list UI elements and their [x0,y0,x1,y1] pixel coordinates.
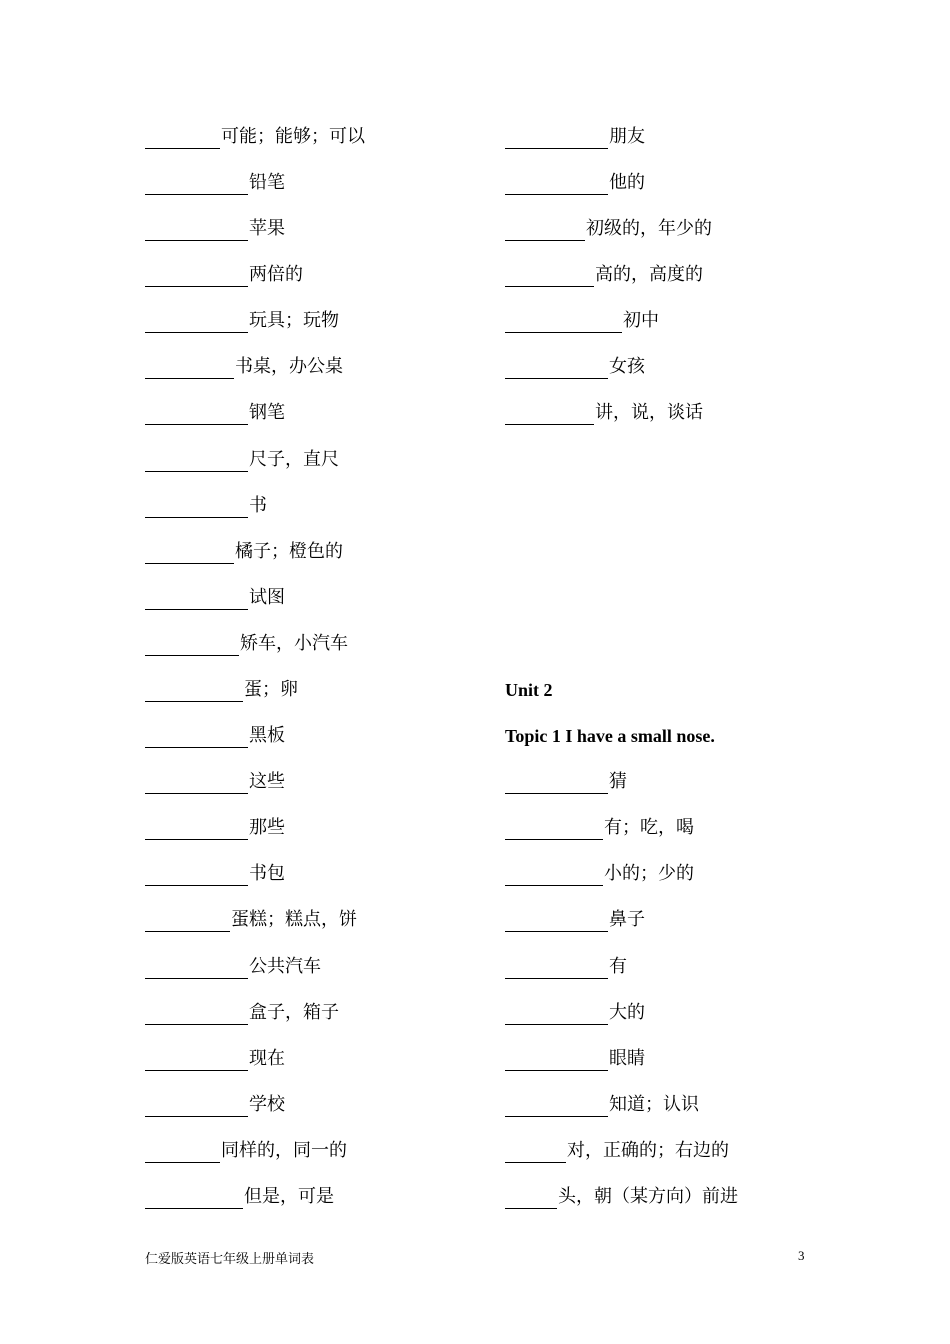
answer-blank [145,1005,248,1025]
vocab-meaning: 有 [609,956,627,977]
vocab-item [145,1093,285,1117]
vocab-meaning: 蛋糕；糕点，饼 [231,909,357,930]
vocab-item [505,1139,729,1163]
answer-blank [145,544,234,564]
vocab-item [145,401,285,425]
answer-blank [505,1143,566,1163]
vocab-item [505,908,645,932]
vocab-meaning: 对，正确的；右边的 [567,1140,729,1161]
vocab-meaning: 女孩 [609,356,645,377]
vocab-meaning: 书桌，办公桌 [235,356,343,377]
answer-blank [505,866,603,886]
vocab-item [505,1185,738,1209]
vocab-item [145,1001,339,1025]
answer-blank [145,452,248,472]
answer-blank [145,498,248,518]
vocab-item [145,494,267,518]
vocab-item [505,1001,645,1025]
vocab-item [145,309,339,333]
answer-blank [145,313,248,333]
page-number: 3 [798,1248,805,1263]
vocab-meaning: 那些 [249,817,285,838]
vocab-item [145,355,343,379]
vocab-meaning: 同样的，同一的 [221,1140,347,1161]
vocab-meaning: 黑板 [249,725,285,746]
vocab-meaning: 矫车，小汽车 [240,633,348,654]
vocab-meaning: 朋友 [609,126,645,147]
vocab-meaning: 学校 [249,1094,285,1115]
vocab-meaning: 可能；能够；可以 [221,126,365,147]
vocab-meaning: 但是，可是 [244,1186,334,1207]
vocab-item [505,309,659,333]
vocab-meaning: 盒子，箱子 [249,1002,339,1023]
answer-blank [145,590,248,610]
vocab-meaning: 现在 [249,1048,285,1069]
vocab-meaning: 书包 [249,863,285,884]
answer-blank [505,820,603,840]
answer-blank [145,959,248,979]
topic-heading: Topic 1 I have a small nose. [505,726,715,746]
vocab-meaning: 试图 [249,587,285,608]
vocab-item [505,1047,645,1071]
vocab-item [145,955,321,979]
vocab-meaning: 钢笔 [249,402,285,423]
vocab-item [145,263,303,287]
vocab-meaning: 铅笔 [249,172,285,193]
vocab-item [145,678,298,702]
vocab-meaning: 初中 [623,310,659,331]
answer-blank [145,636,239,656]
vocab-meaning: 知道；认识 [609,1094,699,1115]
vocab-meaning: 头，朝（某方向）前进 [558,1186,738,1207]
vocab-item [145,816,285,840]
vocab-item [145,217,285,241]
vocab-meaning: 两倍的 [249,264,303,285]
answer-blank [505,129,608,149]
answer-blank [145,1143,220,1163]
vocab-item [505,355,645,379]
vocab-meaning: 这些 [249,771,285,792]
vocab-meaning: 讲，说，谈话 [595,402,703,423]
vocab-meaning: 书 [249,495,267,516]
answer-blank [145,774,248,794]
vocab-item [505,263,703,287]
answer-blank [505,359,608,379]
answer-blank [145,728,248,748]
answer-blank [145,359,234,379]
answer-blank [505,774,608,794]
answer-blank [145,866,248,886]
vocab-item [145,632,348,656]
vocab-meaning: 玩具；玩物 [249,310,339,331]
vocab-meaning: 有；吃，喝 [604,817,694,838]
vocab-item [145,770,285,794]
vocab-meaning: 高的，高度的 [595,264,703,285]
vocab-item [505,862,694,886]
vocab-meaning: 苹果 [249,218,285,239]
answer-blank [145,175,248,195]
vocab-item [505,401,703,425]
vocab-item [505,816,694,840]
answer-blank [505,313,622,333]
vocab-meaning: 眼睛 [609,1048,645,1069]
vocab-meaning: 初级的，年少的 [586,218,712,239]
answer-blank [145,1051,248,1071]
answer-blank [505,405,594,425]
vocab-item [505,217,712,241]
answer-blank [505,1005,608,1025]
vocab-meaning: 尺子，直尺 [249,449,339,470]
answer-blank [505,221,585,241]
answer-blank [145,820,248,840]
vocab-item [145,171,285,195]
vocab-item [145,1139,347,1163]
vocab-item [145,862,285,886]
answer-blank [145,267,248,287]
vocab-item [145,1047,285,1071]
answer-blank [145,1097,248,1117]
vocab-item [505,955,627,979]
vocab-item [145,1185,334,1209]
unit-heading: Unit 2 [505,680,553,700]
answer-blank [505,959,608,979]
vocab-meaning: 橘子；橙色的 [235,541,343,562]
vocab-item [145,448,339,472]
vocab-meaning: 大的 [609,1002,645,1023]
answer-blank [505,267,594,287]
vocab-meaning: 鼻子 [609,909,645,930]
vocab-item [145,540,343,564]
vocab-item [505,125,645,149]
footer-title: 仁爱版英语七年级上册单词表 [145,1252,315,1267]
answer-blank [505,1097,608,1117]
answer-blank [145,221,248,241]
vocab-item [505,1093,699,1117]
vocab-item [505,770,627,794]
vocab-meaning: 公共汽车 [249,956,321,977]
vocab-meaning: 蛋；卵 [244,679,298,700]
vocab-meaning: 小的；少的 [604,863,694,884]
vocab-item [505,171,645,195]
answer-blank [145,129,220,149]
vocab-item [145,125,365,149]
answer-blank [145,405,248,425]
answer-blank [505,175,608,195]
answer-blank [505,1051,608,1071]
answer-blank [145,912,230,932]
answer-blank [145,1189,243,1209]
vocab-item [145,908,357,932]
answer-blank [145,682,243,702]
vocab-meaning: 他的 [609,172,645,193]
answer-blank [505,912,608,932]
vocab-item [145,586,285,610]
answer-blank [505,1189,557,1209]
vocab-item [145,724,285,748]
vocab-meaning: 猜 [609,771,627,792]
